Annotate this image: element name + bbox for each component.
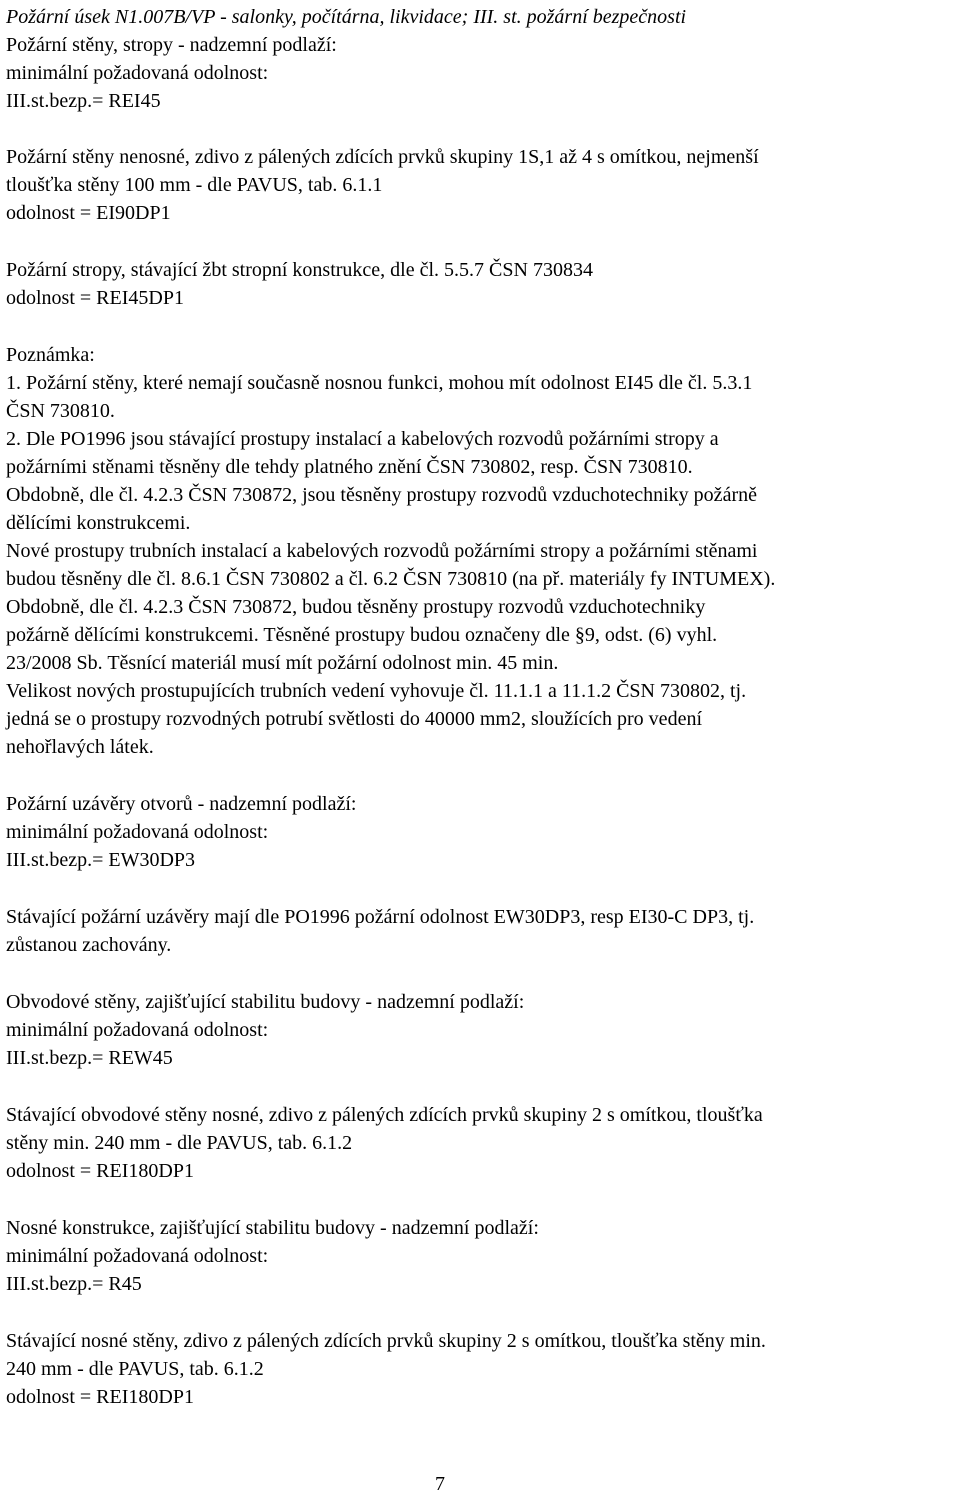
text-line: minimální požadovaná odolnost: <box>6 62 269 84</box>
text-line: Stávající obvodové stěny nosné, zdivo z pálených zdících prvků skupiny 2 s omítkou, tloušťka <box>6 1104 763 1126</box>
text-line: Požární uzávěry otvorů - nadzemní podlaží: <box>6 793 357 815</box>
text-line: Obdobně, dle čl. 4.2.3 ČSN 730872, budou těsněny prostupy rozvodů vzduchotechniky <box>6 596 706 618</box>
text-line: Stávající požární uzávěry mají dle PO1996 požární odolnost EW30DP3, resp EI30-C DP3, tj. <box>6 906 755 928</box>
text-line: odolnost = EI90DP1 <box>6 202 171 224</box>
text-line: Nové prostupy trubních instalací a kabelových rozvodů požárními stropy a požárními stěnami <box>6 540 758 562</box>
text-line: dělícími konstrukcemi. <box>6 512 191 534</box>
section-header: Požární úsek N1.007B/VP - salonky, počítárna, likvidace; III. st. požární bezpečnosti <box>6 6 687 28</box>
text-line: nehořlavých látek. <box>6 736 154 758</box>
text-line: Stávající nosné stěny, zdivo z pálených zdících prvků skupiny 2 s omítkou, tloušťka stěny min. <box>6 1330 766 1352</box>
text-line: minimální požadovaná odolnost: <box>6 1019 269 1041</box>
text-line: Obdobně, dle čl. 4.2.3 ČSN 730872, jsou těsněny prostupy rozvodů vzduchotechniky požárně <box>6 484 757 506</box>
text-line: Velikost nových prostupujících trubních vedení vyhovuje čl. 11.1.1 a 11.1.2 ČSN 730802, tj. <box>6 680 747 702</box>
page-number: 7 <box>435 1473 445 1495</box>
text-line: odolnost = REI45DP1 <box>6 287 184 309</box>
text-line: odolnost = REI180DP1 <box>6 1160 194 1182</box>
text-line: tloušťka stěny 100 mm - dle PAVUS, tab. 6.1.1 <box>6 174 383 196</box>
text-line: Požární stěny nenosné, zdivo z pálených zdících prvků skupiny 1S,1 až 4 s omítkou, nejmenší <box>6 146 759 168</box>
text-line: požárními stěnami těsněny dle tehdy platného znění ČSN 730802, resp. ČSN 730810. <box>6 456 693 478</box>
text-line: Obvodové stěny, zajišťující stabilitu budovy - nadzemní podlaží: <box>6 991 525 1013</box>
text-line: 240 mm - dle PAVUS, tab. 6.1.2 <box>6 1358 264 1380</box>
text-line: III.st.bezp.= REI45 <box>6 90 161 112</box>
text-line: 23/2008 Sb. Těsnící materiál musí mít požární odolnost min. 45 min. <box>6 652 559 674</box>
text-line: požárně dělícími konstrukcemi. Těsněné prostupy budou označeny dle §9, odst. (6) vyhl. <box>6 624 718 646</box>
text-line: minimální požadovaná odolnost: <box>6 821 269 843</box>
text-line: budou těsněny dle čl. 8.6.1 ČSN 730802 a čl. 6.2 ČSN 730810 (na př. materiály fy INTUMEX). <box>6 568 776 590</box>
text-line: minimální požadovaná odolnost: <box>6 1245 269 1267</box>
text-line: III.st.bezp.= R45 <box>6 1273 142 1295</box>
text-line: Požární stropy, stávající žbt stropní konstrukce, dle čl. 5.5.7 ČSN 730834 <box>6 259 593 281</box>
text-line: ČSN 730810. <box>6 400 115 422</box>
text-line: 1. Požární stěny, které nemají současně nosnou funkci, mohou mít odolnost EI45 dle čl. 5.3.1 <box>6 372 753 394</box>
text-line: 2. Dle PO1996 jsou stávající prostupy instalací a kabelových rozvodů požárními stropy a <box>6 428 719 450</box>
text-line: III.st.bezp.= EW30DP3 <box>6 849 196 871</box>
text-line: zůstanou zachovány. <box>6 934 172 956</box>
text-line: Požární stěny, stropy - nadzemní podlaží: <box>6 34 337 56</box>
text-line: jedná se o prostupy rozvodných potrubí světlosti do 40000 mm2, sloužících pro vedení <box>6 708 702 730</box>
text-line: odolnost = REI180DP1 <box>6 1386 194 1408</box>
text-line: Poznámka: <box>6 344 95 366</box>
text-line: stěny min. 240 mm - dle PAVUS, tab. 6.1.2 <box>6 1132 353 1154</box>
text-line: Nosné konstrukce, zajišťující stabilitu budovy - nadzemní podlaží: <box>6 1217 539 1239</box>
text-line: III.st.bezp.= REW45 <box>6 1047 173 1069</box>
